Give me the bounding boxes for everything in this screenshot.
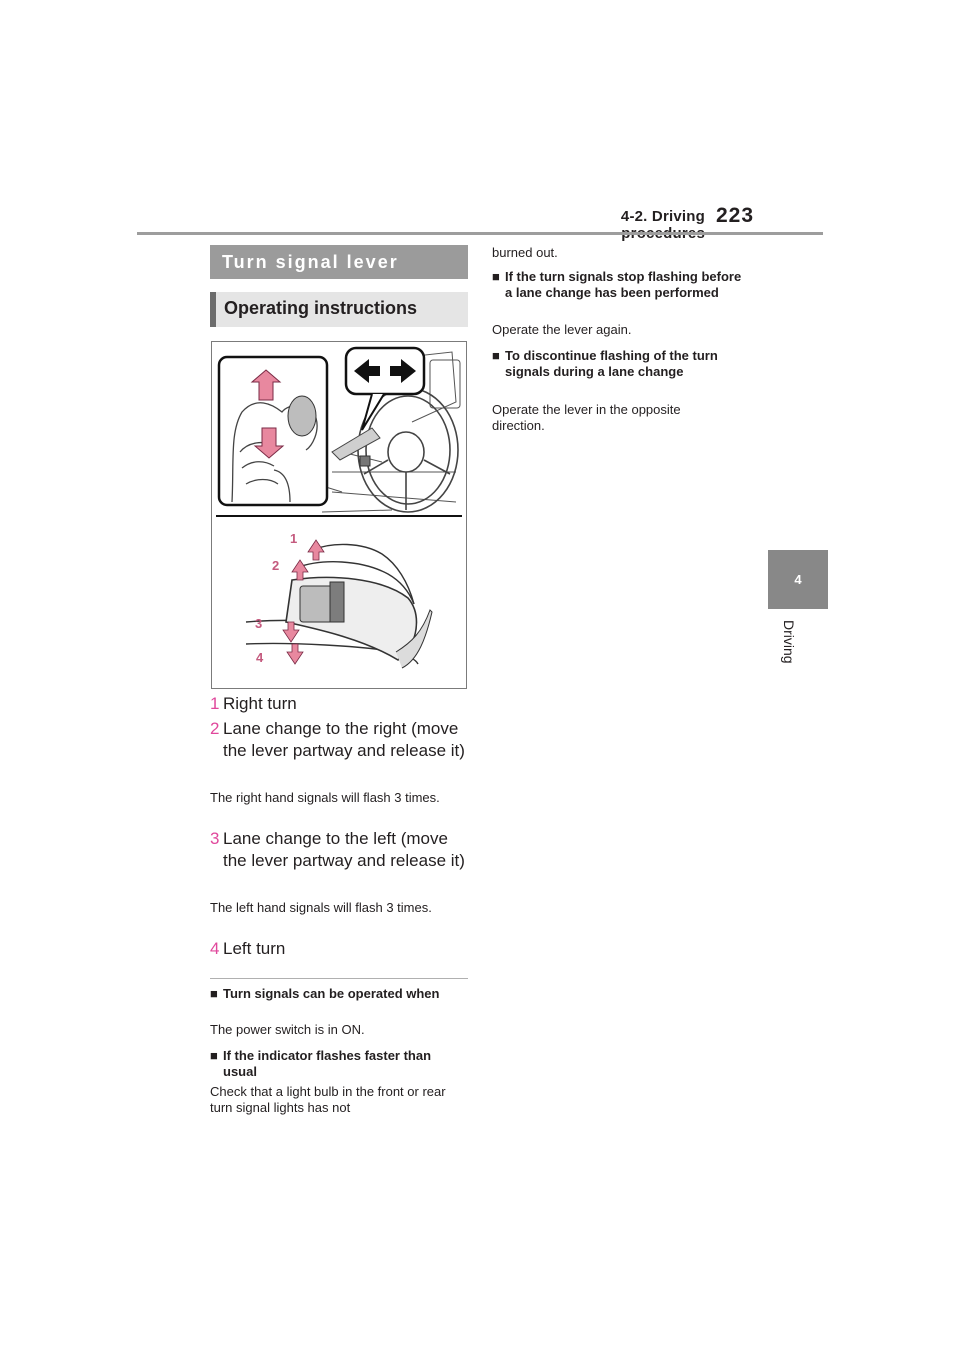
note-body-flashes-faster: Check that a light bulb in the front or rear turn signal lights has not [210, 1084, 446, 1115]
running-header-section: 4-2. Driving [620, 208, 705, 225]
item-text: Right turn [223, 694, 297, 713]
bullet-square-icon: ■ [210, 986, 218, 1001]
note-heading-discontinue: ■ To discontinue flashing of the turn signals during a lane change [492, 348, 718, 379]
notes-divider [210, 978, 468, 979]
section-title: Turn signal lever [210, 245, 468, 279]
list-item-lane-change-left [210, 828, 472, 872]
lever-arrow-4-icon [287, 644, 303, 664]
note-body-discontinue: Operate the lever in the opposite direction. [492, 402, 681, 433]
item-text: Lane change to the right (move the lever partway and release it) [223, 719, 465, 760]
note-heading-flashes-faster: ■ If the indicator flashes faster than usual [210, 1048, 432, 1079]
chapter-tab-label: Driving [781, 620, 797, 664]
chapter-tab[interactable] [768, 550, 828, 609]
list-item-right-turn [210, 693, 472, 715]
page-number: 223 [716, 204, 755, 227]
note-body-stop-flashing: Operate the lever again. [492, 322, 632, 337]
bullet-square-icon: ■ [210, 1048, 218, 1063]
note-heading-operable: ■ Turn signals can be operated when [210, 986, 440, 1001]
note-heading-stop-flashing: ■ If the turn signals stop flashing before a lane change has been performed [492, 269, 742, 300]
item-text: Left turn [223, 939, 286, 958]
item-number: 1 [210, 694, 220, 713]
callout-1: 1 [290, 531, 298, 546]
turn-signal-illustration [212, 342, 466, 688]
turn-signal-figure [211, 341, 467, 689]
item-note-right: The right hand signals will flash 3 times. [210, 790, 440, 805]
note-body-operable: The power switch is in ON. [210, 1022, 365, 1037]
item-number: 2 [210, 719, 220, 738]
bullet-square-icon: ■ [492, 269, 500, 284]
list-item-lane-change-right [210, 718, 472, 762]
callout-3: 3 [255, 616, 263, 631]
subsection-title: Operating instructions [210, 292, 468, 327]
lever-arrow-1-icon [308, 540, 324, 560]
item-note-left: The left hand signals will flash 3 times. [210, 900, 432, 915]
header-rule [137, 232, 823, 235]
callout-4: 4 [256, 650, 264, 665]
list-item-left-turn [210, 938, 472, 960]
continuation-text: burned out. [492, 245, 558, 260]
item-number: 4 [210, 939, 220, 958]
inset-lever-tip [288, 396, 316, 436]
callout-2: 2 [272, 558, 280, 573]
item-text: Lane change to the left (move the lever partway and release it) [223, 829, 465, 870]
bullet-square-icon: ■ [492, 348, 500, 363]
item-number: 3 [210, 829, 220, 848]
chapter-tab-number: 4 [794, 572, 802, 587]
lever-arrow-2-icon [292, 560, 308, 580]
